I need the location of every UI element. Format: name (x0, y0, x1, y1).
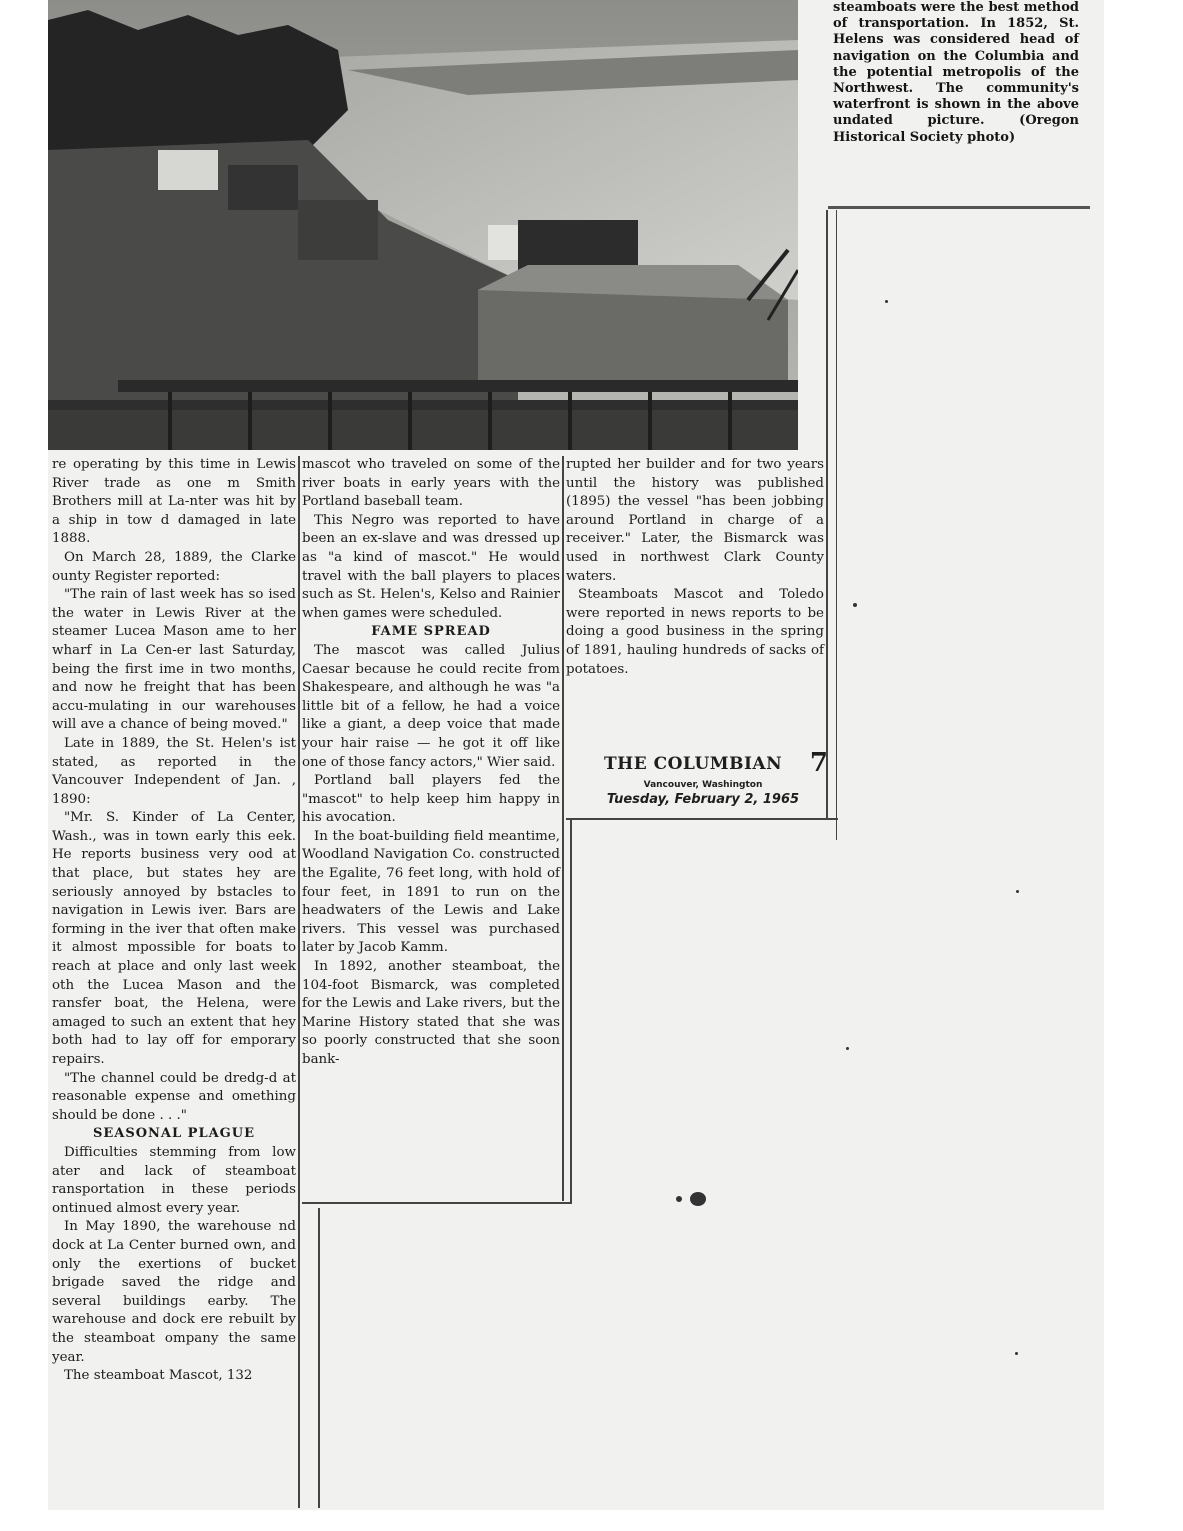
column-rule-2 (562, 456, 564, 1201)
column-2-paragraph: In the boat-building field meantime, Woodland Navigation Co. constructed the Egalite, 76 feet long, with hold of four feet, in 1891 to run on the headwaters of the Lewis and Lake rivers. This vessel was purchased later by Jacob Kamm. (302, 828, 560, 956)
page-number: 7 (809, 748, 828, 778)
scan-speck (1015, 1352, 1018, 1355)
box-rule-right (836, 210, 837, 840)
newspaper-masthead (574, 748, 832, 812)
bottom-left-box-rule (318, 1208, 320, 1508)
lower-box-rule (570, 818, 572, 1204)
column-3-paragraph: Steamboats Mascot and Toledo were reported in news reports to be doing a good business in the spring of 1891, hauling hundreds of sacks of potatoes. (566, 587, 824, 677)
column-1-paragraph: "Mr. S. Kinder of La Center, Wash., was in town early this eek. He reports business very ood at that place, but states hey are seriously annoyed by bstacles to navigation in Lewis iver. Bars are forming in the iver that often make it almost mpossible for boats to reach at place and only last week oth the Lucea Mason and the ransfer boat, the Helena, were amaged to such an extent that hey both had to lay off for emporary repairs. (52, 810, 296, 1067)
column-2-paragraph: Portland ball players fed the "mascot" to help keep him happy in his avocation. (302, 773, 560, 826)
lower-box-bottom-rule (302, 1202, 572, 1204)
article-column-1 (52, 456, 296, 1386)
column-2-paragraph: In 1892, another steamboat, the 104-foot Bismarck, was completed for the Lewis and Lake rivers, but the Marine History stated that she was so poorly constructed that she soon bank- (302, 959, 560, 1067)
column-2-paragraph: mascot who traveled on some of the river boats in early years with the Portland baseball team. (302, 457, 560, 510)
subhead-fame-spread: FAME SPREAD (371, 624, 491, 640)
waterfront-photo (48, 0, 798, 450)
scan-speck (676, 1196, 682, 1202)
column-1-paragraph: Difficulties stemming from low ater and lack of steamboat ransportation in these periods ontinued almost every year. (52, 1144, 296, 1216)
subhead-seasonal-plague: SEASONAL PLAGUE (92, 1126, 256, 1142)
scan-speck (1016, 890, 1019, 893)
masthead-bottom-rule (566, 818, 838, 820)
caption-divider (828, 206, 1090, 209)
scan-speck (853, 603, 857, 607)
column-1-paragraph: On March 28, 1889, the Clarke ounty Register reported: (52, 549, 296, 584)
column-1-paragraph: "The rain of last week has so ised the water in Lewis River at the steamer Lucea Mason ame to her wharf in La Cen-er last Saturday, being the first ime in two months, and now he freight that has been accu-mulating in our warehouses will ave a chance of being moved." (52, 587, 296, 733)
column-2-paragraph: The mascot was called Julius Caesar because he could recite from Shakespeare, and although he was "a little bit of a fellow, he had a voice like a giant, a deep voice that made your hair raise — he got it off like one of those fancy actors," Wier said. (302, 642, 560, 770)
article-column-2 (302, 456, 560, 1070)
column-rule-3 (826, 210, 828, 820)
photo-caption (833, 0, 1079, 146)
article-column-3 (566, 456, 824, 679)
scan-speck (885, 300, 888, 303)
scan-speck (846, 1047, 849, 1050)
waterfront-photo-drawing (48, 0, 798, 450)
column-rule-1 (298, 456, 300, 1508)
column-1-paragraph: re operating by this time in Lewis River trade as one m Smith Brothers mill at La-nter was hit by a ship in tow d damaged in late 1888. (52, 457, 296, 547)
scan-speck (690, 1192, 706, 1206)
column-1-paragraph: In May 1890, the warehouse nd dock at La Center burned own, and only the exertions of bucket brigade saved the ridge and several buildings earby. The warehouse and dock ere rebuilt by the steamboat ompany the same year. (52, 1219, 296, 1365)
masthead-location: Vancouver, Washington (643, 780, 763, 790)
column-1-paragraph: Late in 1889, the St. Helen's ist stated, as reported in the Vancouver Independent of Jan. , 1890: (52, 735, 296, 807)
column-3-paragraph: rupted her builder and for two years until the history was published (1895) the vessel "has been jobbing around Portland in charge of a receiver." Later, the Bismarck was used in northwest Clark County waters. (566, 457, 824, 584)
column-2-paragraph: This Negro was reported to have been an ex-slave and was dressed up as "a kind of mascot." He would travel with the ball players to places such as St. Helen's, Kelso and Rainier when games were scheduled. (302, 512, 560, 621)
masthead-date: Tuesday, February 2, 1965 (606, 792, 800, 807)
photo-caption-text: steamboats were the best method of transportation. In 1852, St. Helens was considered head of navigation on the Columbia and the potential metropolis of the Northwest. The community's waterfront is shown in the above undated picture. (Oregon Historical Society photo) (833, 0, 1079, 145)
column-1-paragraph: "The channel could be dredg-d at reasonable expense and omething should be done . . ." (52, 1070, 296, 1123)
masthead-name: THE COLUMBIAN (604, 754, 783, 774)
column-1-paragraph: The steamboat Mascot, 132 (64, 1368, 253, 1384)
